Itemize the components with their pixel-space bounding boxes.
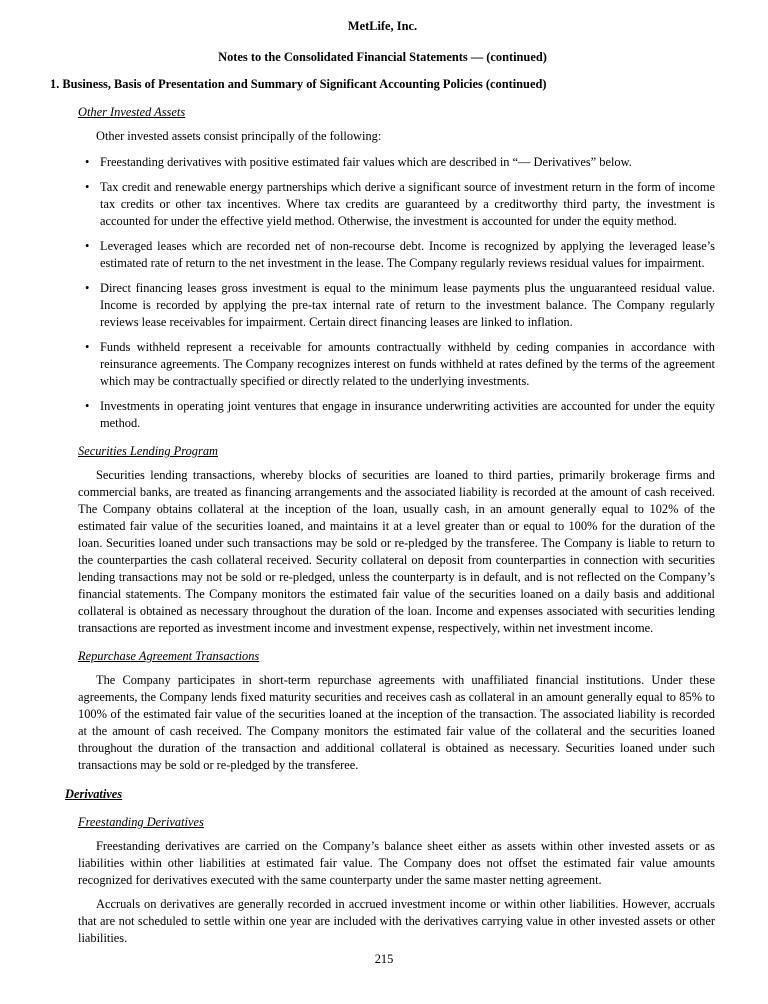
- paragraph-other-invested-assets-intro: Other invested assets consist principally of the following:: [96, 129, 382, 143]
- derivatives-body: [78, 814, 715, 947]
- note-body: [78, 104, 715, 774]
- section-heading-other-invested-assets: Other Invested Assets: [78, 105, 186, 119]
- bullet-text: Direct financing leases gross investment is equal to the minimum lease payments plus the unguaranteed residual value. Income is recorded by applying the pre-tax internal rate of return to the investment balance. The Company regularly reviews lease receivables for impairment. Certain direct financing leases are linked to inflation.: [100, 281, 715, 329]
- bullet-item: [78, 398, 715, 432]
- bullet-item: [78, 154, 715, 171]
- bullet-icon: •: [85, 155, 90, 169]
- document-subtitle: Notes to the Consolidated Financial Statements — (continued): [218, 50, 547, 64]
- note-title: 1. Business, Basis of Presentation and Summary of Significant Accounting Policies (continued): [50, 77, 547, 91]
- bullet-text: Tax credit and renewable energy partnerships which derive a significant source of investment return in the form of income tax credits or other tax incentives. Where tax credits are guaranteed by a creditworthy third party, the investment is accounted for under the effective yield method. Otherwise, the investment is accounted for under the equity method.: [100, 180, 715, 228]
- page-number: 215: [374, 952, 394, 966]
- bullet-text: Funds withheld represent a receivable for amounts contractually withheld by ceding companies in accordance with reinsurance agreements. The Company recognizes interest on funds withheld at rates defined by the terms of the agreement which may be contractually specified or directly related to the underlying investments.: [100, 340, 715, 388]
- bullet-item: [78, 179, 715, 230]
- section-heading-securities-lending-program: Securities Lending Program: [78, 444, 218, 458]
- section-heading-freestanding-derivatives: Freestanding Derivatives: [78, 815, 204, 829]
- bullet-item: [78, 339, 715, 390]
- bullet-icon: •: [85, 239, 90, 253]
- other-invested-assets-bullet-list: [78, 154, 715, 432]
- bullet-item: [78, 280, 715, 331]
- bullet-icon: •: [85, 180, 90, 194]
- section-heading-derivatives: Derivatives: [65, 787, 123, 801]
- paragraph-securities-lending-program: Securities lending transactions, whereby blocks of securities are loaned to third parties, primarily brokerage firms and commercial banks, are treated as financing arrangements and the associated liability is recorded at the amount of cash received. The Company obtains collateral at the inception of the loan, usually cash, in an amount generally equal to 102% of the estimated fair value of the securities loaned, and maintains it at a level greater than or equal to 100% for the duration of the loan. Securities loaned under such transactions may be sold or re-pledged by the transferee. The Company is liable to return to the counterparties the cash collateral received. Security collateral on deposit from counterparties in connection with securities lending transactions may not be sold or re-pledged, unless the counterparty is in default, and is not reflected on the Company’s financial statements. The Company monitors the estimated fair value of the securities loaned on a daily basis and additional collateral is obtained as necessary throughout the duration of the loan. Income and expenses associated with securities lending transactions are reported as investment income and investment expense, respectively, within net investment income.: [78, 468, 715, 635]
- bullet-text: Investments in operating joint ventures that engage in insurance underwriting activities are accounted for under the equity method.: [100, 399, 715, 430]
- bullet-icon: •: [85, 340, 90, 354]
- paragraph-freestanding-derivatives-2: Accruals on derivatives are generally recorded in accrued investment income or within other liabilities. However, accruals that are not scheduled to settle within one year are included with the derivatives carrying value in other invested assets or other liabilities.: [78, 897, 715, 945]
- bullet-icon: •: [85, 399, 90, 413]
- company-title: MetLife, Inc.: [347, 19, 418, 33]
- section-heading-repurchase-agreement-transactions: Repurchase Agreement Transactions: [78, 649, 260, 663]
- bullet-text: Leveraged leases which are recorded net of non-recourse debt. Income is recognized by applying the leveraged lease’s estimated rate of return to the net investment in the lease. The Company regularly reviews residual values for impairment.: [100, 239, 715, 270]
- bullet-text: Freestanding derivatives with positive estimated fair values which are described in “— Derivatives” below.: [100, 155, 632, 169]
- paragraph-repurchase-agreement-transactions: The Company participates in short-term repurchase agreements with unaffiliated financial institutions. Under these agreements, the Company lends fixed maturity securities and receives cash as collateral in an amount generally equal to 85% to 100% of the estimated fair value of the securities loaned at the inception of the transaction. The associated liability is recorded at the amount of cash received. The Company monitors the estimated fair value of the collateral and the securities loaned throughout the duration of the transaction and additional collateral is obtained as necessary. Securities loaned under such transactions may be sold or re-pledged by the transferee.: [78, 673, 715, 772]
- bullet-icon: •: [85, 281, 90, 295]
- bullet-item: [78, 238, 715, 272]
- paragraph-freestanding-derivatives-1: Freestanding derivatives are carried on the Company’s balance sheet either as assets within other invested assets or as liabilities within other liabilities at estimated fair value. The Company does not offset the estimated fair value amounts recognized for derivatives executed with the same counterparty under the same master netting agreement.: [78, 839, 715, 887]
